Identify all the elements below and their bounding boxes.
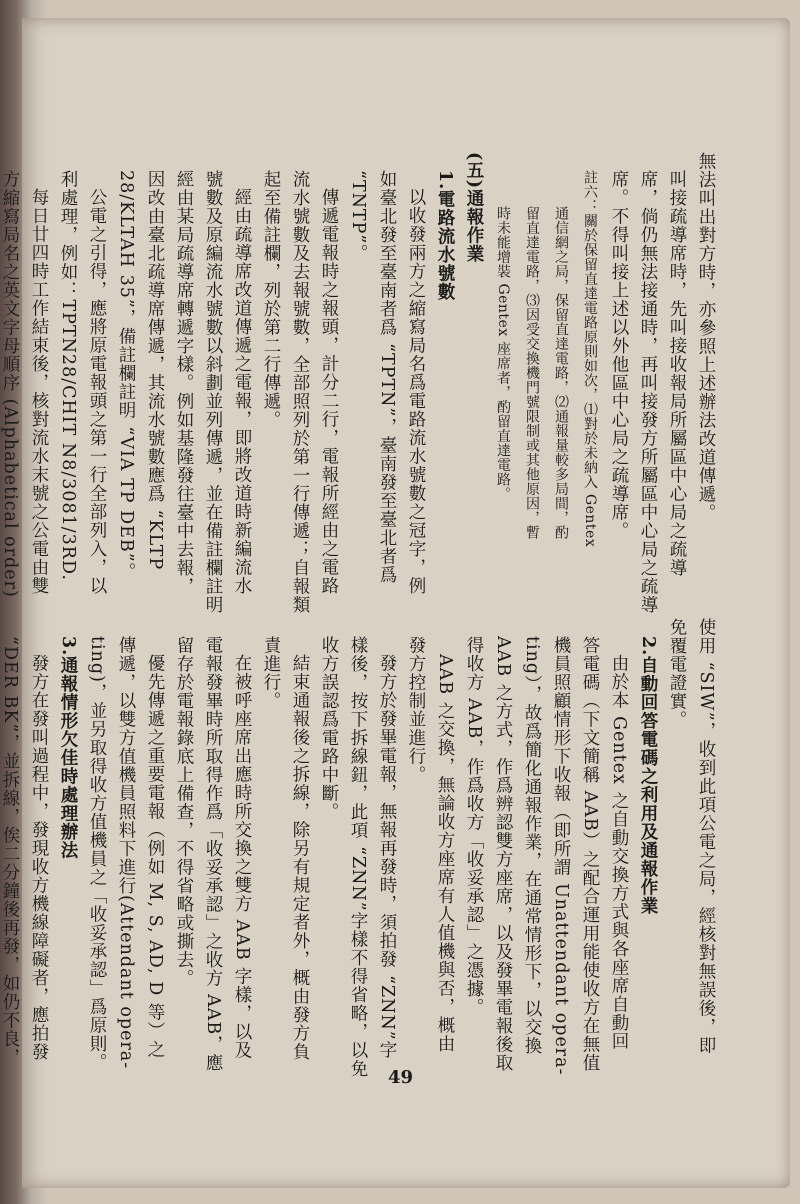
text-line: 優先傳遞之重要電報（例如 M, S, AD, D 等）之 bbox=[145, 654, 165, 1059]
text-line: 每日廿四時工作結束後，核對流水末號之公電由雙 bbox=[29, 188, 49, 595]
subsection-heading: 3.通報情形欠佳時處理辦法 bbox=[58, 636, 78, 860]
text-line: 使用 “SIW”，收到此項公電之局，經核對無誤後，即 bbox=[696, 618, 716, 1055]
footnote-line: 通信網之局，保留直達電路，⑵通報量較多局間，酌 bbox=[553, 206, 569, 540]
text-line: 流水號數及去報號數，全部照列於第一行傳遞；自報類 bbox=[290, 170, 310, 614]
text-line: 方縮寫局名之英文字母順序 (Alphabetical order) bbox=[0, 170, 20, 598]
text-line: 經由某局疏導席轉遞字樣。例如基隆發往臺中去報， bbox=[174, 170, 194, 596]
text-line: 席，倘仍無法接通時，再叫接發方所屬區中心局之疏導 bbox=[638, 170, 658, 614]
footnote-line: 留直達電路，⑶因受交換機門號限制或其他原因，暫 bbox=[524, 206, 540, 540]
text-line: 傳遞，以雙方值機員照料下進行(Attendant opera- bbox=[116, 636, 136, 1070]
text-line: ting），故爲簡化通報作業，在通常情形下，以交換 bbox=[522, 636, 542, 1055]
text-line: 免覆電證實。 bbox=[667, 618, 687, 729]
text-line: ting)，並另取得收方值機員之「收妥承認」爲原則。 bbox=[87, 636, 107, 1072]
text-line: 28/KLTAH 35”，備註欄註明 “VIA TP DEB”。 bbox=[116, 170, 136, 582]
text-line: 利處理，例如：TPTN28/CHIT N8/3081/3RD. bbox=[58, 170, 78, 581]
text-line: 經由疏導席改道傳遞之電報，即將改道時新編流水 bbox=[232, 188, 252, 595]
text-line: 留存於電報錄底上備查，不得省略或撕去。 bbox=[174, 636, 194, 988]
text-line: “TNTP”。 bbox=[348, 170, 368, 263]
text-line: 得收方 AAB，作爲收方「收妥承認」之憑據。 bbox=[464, 636, 484, 1017]
text-line: 無法叫出對方時，亦參照上述辦法改道傳遞。 bbox=[696, 152, 716, 522]
subsection-heading: 1.電路流水號數 bbox=[435, 170, 455, 302]
footnote-line: 註六：關於保留直達電路原則如次，⑴對於未納入 Gentex bbox=[582, 170, 598, 548]
page-number: 49 bbox=[388, 1067, 414, 1088]
text-line: 席。不得叫接上述以外他區中心局之疏導席。 bbox=[609, 170, 629, 540]
text-line: 因改由臺北疏導席傳遞，其流水號數應爲 “KLTP bbox=[145, 170, 165, 571]
text-line: 公電之引得，應將原電報頭之第一行全部列入，以 bbox=[87, 188, 107, 595]
text-line: 樣後，按下拆線鈕，此項 “ZNN”字樣不得省略，以免 bbox=[348, 636, 368, 1079]
text-line: “DER BK”，並拆線，俟二分鐘後再發，如仍不良， bbox=[0, 636, 20, 1067]
text-line: 收方誤認爲電路中斷。 bbox=[319, 636, 339, 821]
text-line: 起至備註欄，列於第二行傳遞。 bbox=[261, 170, 281, 429]
text-line: 發方在發叫過程中，發現收方機線障礙者，應拍發 bbox=[29, 654, 49, 1061]
text-line: 如臺北發至臺南者爲 “TPTN”，臺南發至臺北者爲 bbox=[377, 170, 397, 584]
text-line: 發方於發畢電報，無報再發時，須拍發 “ZNN”字 bbox=[377, 654, 397, 1060]
text-line: 電報發畢時所取得作爲「收妥承認」之收方 AAB，應 bbox=[203, 636, 223, 1073]
text-line: AAB 之方式，作爲辨認雙方座席，以及發畢電報後取 bbox=[493, 636, 513, 1073]
text-line: 傳遞電報時之報頭，計分二行，電報所經由之電路 bbox=[319, 188, 339, 595]
text-line: 責進行。 bbox=[261, 636, 281, 710]
text-line: 以收發兩方之縮寫局名爲電路流水號數之冠字，例 bbox=[406, 188, 426, 595]
text-line: 由於本 Gentex 之自動交換方式與各座席自動回 bbox=[609, 654, 629, 1051]
text-line: 在被呼座席出應時所交換之雙方 AAB 字樣，以及 bbox=[232, 654, 252, 1060]
text-line: 號數及原編流水號數以斜劃並列傳遞，並在備註欄註明 bbox=[203, 170, 223, 614]
subsection-heading: 2.自動回答電碼之利用及通報作業 bbox=[638, 636, 658, 916]
text-line: 發方控制並進行。 bbox=[406, 636, 426, 784]
footnote-line: 時未能增裝 Gentex 座席者，酌留直達電路。 bbox=[495, 206, 511, 502]
upper-text-column bbox=[0, 152, 720, 622]
text-line: 叫接疏導席時，先叫接收報局所屬區中心局之疏導 bbox=[667, 170, 687, 577]
text-line: 答電碼（下文簡稱 AAB）之配合運用能使收方在無值 bbox=[580, 636, 600, 1073]
section-heading: (五)通報作業 bbox=[464, 152, 484, 264]
text-line: 機員照顧情形下收報（即所謂 Unattendant opera- bbox=[551, 636, 571, 1076]
text-line: 結束通報後之拆線，除另有規定者外，概由發方負 bbox=[290, 654, 310, 1061]
text-line: AAB 之交換，無論收方座席有人值機與否，概由 bbox=[435, 654, 455, 1054]
